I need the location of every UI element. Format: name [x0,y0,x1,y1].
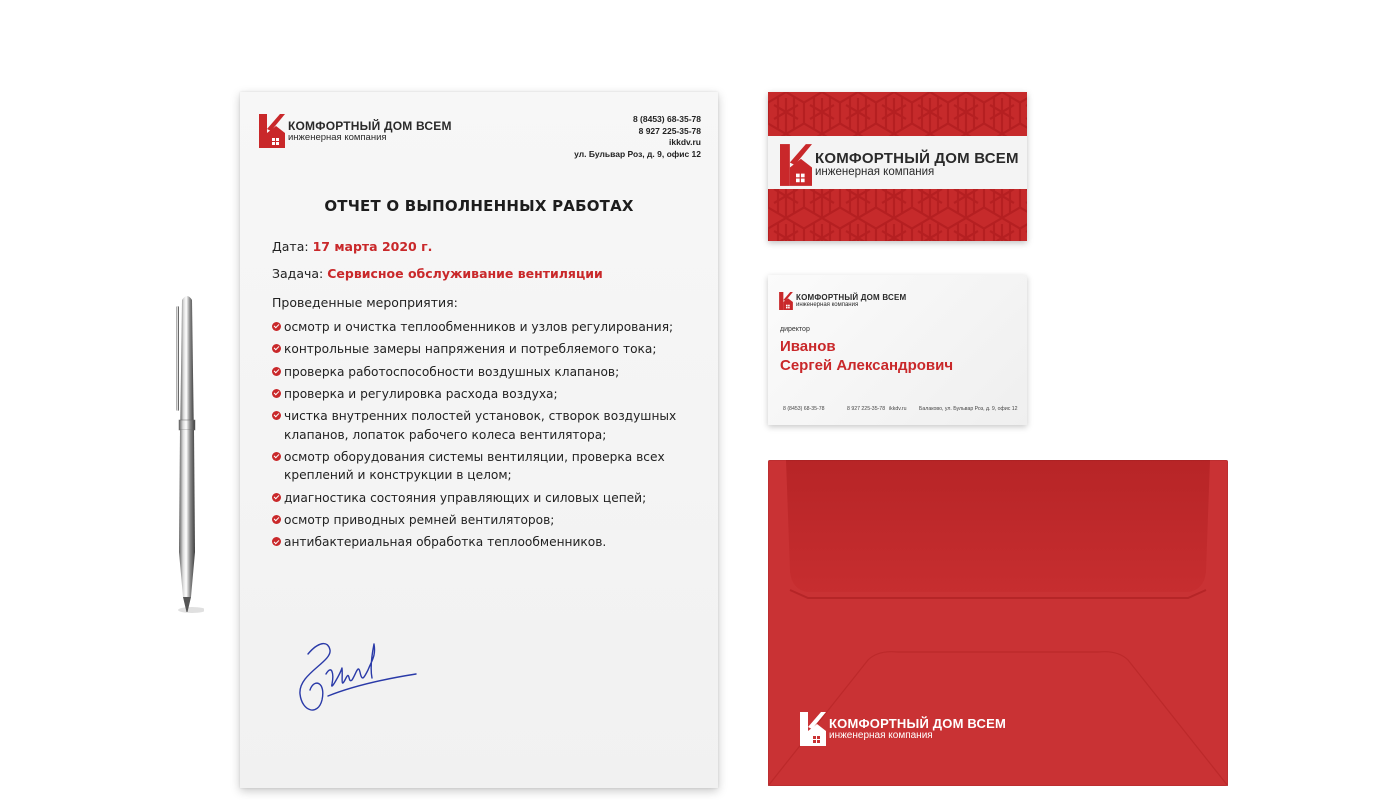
check-icon [272,322,281,331]
brand-name: КОМФОРТНЫЙ ДОМ ВСЕМ [815,150,1019,168]
contact-address: ул. Бульвар Роз, д. 9, офис 12 [574,148,701,159]
card-back-logo [779,292,906,310]
card-site: ikkdv.ru [889,406,907,412]
check-icon [272,537,281,546]
letter-logo [259,114,452,148]
list-item: проверка работоспособности воздушных клапанов; [272,363,702,382]
brand-name: КОМФОРТНЫЙ ДОМ ВСЕМ [796,292,907,302]
check-icon [272,389,281,398]
date-label: Дата: [272,239,309,254]
business-card-back [768,275,1027,425]
card-phone-1: 8 (8453) 68-35-78 [783,406,825,412]
task-label: Задача: [272,266,324,281]
k-house-logo-icon [780,144,812,186]
card-front-logo [780,144,1019,186]
brand-tagline: инженерная компания [796,302,859,309]
person-given-names: Сергей Александрович [780,357,954,374]
list-item: контрольные замеры напряжения и потребляемого тока; [272,340,702,359]
check-icon [272,344,281,353]
list-item: чистка внутренних полостей установок, створок воздушных клапанов, лопаток рабочего колеса вентилятора; [272,407,702,444]
check-icon [272,493,281,502]
task-value: Сервисное обслуживание вентиляции [327,266,603,281]
envelope-logo [800,712,1006,746]
signature [288,634,423,728]
person-surname: Иванов [780,338,836,355]
business-card-front [768,92,1027,241]
letter-contacts [574,114,701,160]
check-icon [272,367,281,376]
date-field [272,239,432,254]
contact-phone-2: 8 927 225-35-78 [638,125,701,136]
brand-name: КОМФОРТНЫЙ ДОМ ВСЕМ [829,716,1006,731]
pen [172,292,204,622]
brand-tagline: инженерная компания [815,166,935,179]
activities-intro: Проведенные мероприятия: [272,295,458,310]
contact-site: ikkdv.ru [669,137,701,147]
person-name [780,337,953,375]
letter-sheet [240,92,718,788]
list-item: диагностика состояния управляющих и силовых цепей; [272,489,702,508]
k-house-logo-icon [259,114,285,148]
document-title: ОТЧЕТ О ВЫПОЛНЕННЫХ РАБОТАХ [324,197,634,215]
list-item: осмотр оборудования системы вентиляции, проверка всех креплений и конструкции в целом; [272,448,702,485]
activities-list [272,318,702,556]
person-role: директор [780,326,810,333]
task-field [272,266,603,281]
check-icon [272,452,281,461]
card-address: Балаково, ул. Бульвар Роз, д. 9, офис 12 [919,406,1018,412]
list-item: осмотр приводных ремней вентиляторов; [272,511,702,530]
list-item: осмотр и очистка теплообменников и узлов регулирования; [272,318,702,337]
k-house-logo-icon [779,292,793,310]
check-icon [272,411,281,420]
brand-tagline: инженерная компания [829,730,933,741]
k-house-logo-icon [800,712,826,746]
list-item: антибактериальная обработка теплообменников. [272,533,702,552]
check-icon [272,515,281,524]
envelope [768,460,1228,786]
brand-tagline: инженерная компания [288,131,387,143]
date-value: 17 марта 2020 г. [312,239,433,254]
card-phone-2: 8 927 225-35-78 [847,406,886,412]
list-item: проверка и регулировка расхода воздуха; [272,385,702,404]
contact-phone-1: 8 (8453) 68-35-78 [632,114,701,124]
brand-name: КОМФОРТНЫЙ ДОМ ВСЕМ [288,118,452,133]
